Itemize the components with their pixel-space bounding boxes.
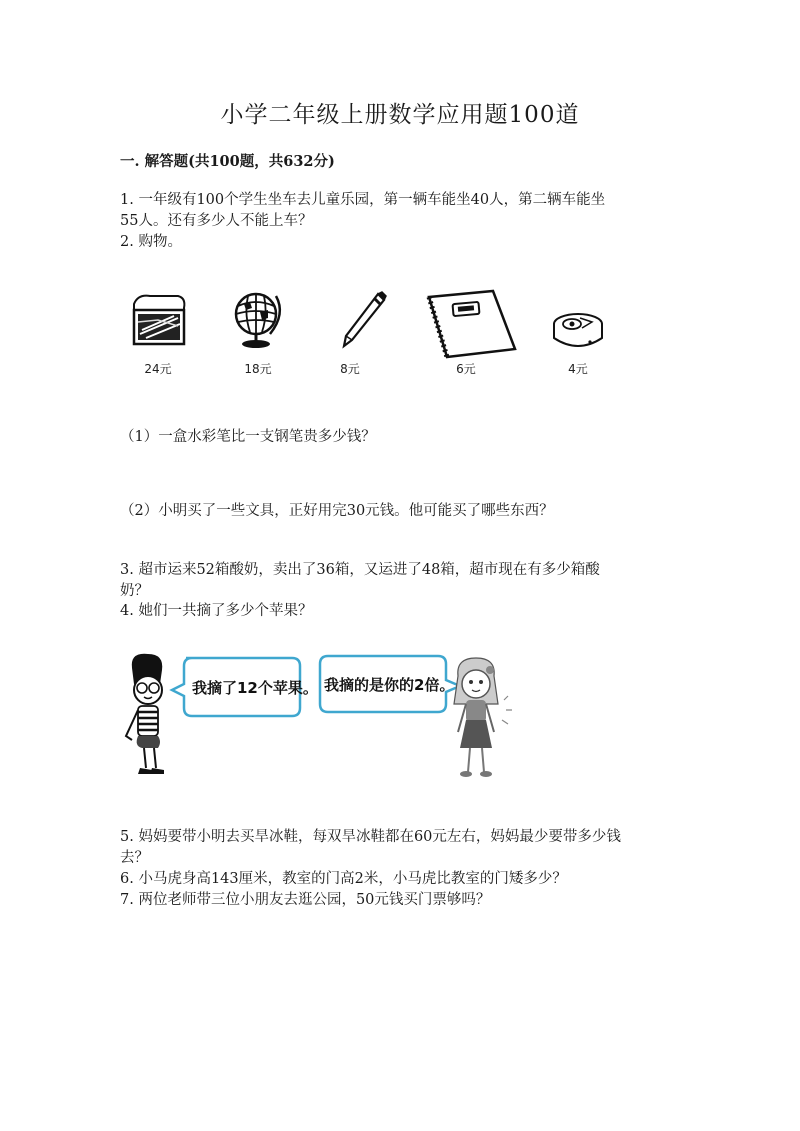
question-7: 7. 两位老师带三位小朋友去逛公园，50元钱买门票够吗？ <box>120 892 491 908</box>
question-1-line-1: 1. 一年级有100个学生坐车去儿童乐园，第一辆车能坐40人，第二辆车能坐 <box>120 192 606 208</box>
speech-bubble-right-text: 我摘的是你的2倍。 <box>324 676 455 694</box>
question-3 <box>120 560 695 602</box>
question-5-line-1: 5. 妈妈要带小明去买旱冰鞋，每双旱冰鞋都在60元左右，妈妈最少要带多少钱 <box>120 829 621 845</box>
question-2-sub-1: （1）一盒水彩笔比一支钢笔贵多少钱？ <box>120 429 376 445</box>
shopping-items-figure <box>120 285 590 380</box>
question-5-line-2: 去？ <box>120 850 149 866</box>
page-title: 小学二年级上册数学应用题100道 <box>220 102 580 128</box>
price-label: 4元 <box>568 362 588 376</box>
question-2-sub-2: （2）小明买了一些文具，正好用完30元钱。他可能买了哪些东西？ <box>120 503 554 519</box>
question-4: 4. 她们一共摘了多少个苹果？ <box>120 603 313 619</box>
watercolor-box-icon <box>128 290 188 348</box>
price-label: 24元 <box>144 362 172 376</box>
section-title: 一. 解答题(共100题，共632分) <box>120 153 335 170</box>
pencil-sharpener-icon <box>550 310 606 354</box>
question-5 <box>120 827 695 869</box>
question-3-line-1: 3. 超市运来52箱酸奶，卖出了36箱，又运进了48箱，超市现在有多少箱酸 <box>120 562 600 578</box>
price-label: 18元 <box>244 362 272 376</box>
question-1 <box>120 190 695 232</box>
price-label: 8元 <box>340 362 360 376</box>
question-2: 2. 购物。 <box>120 234 182 250</box>
globe-icon <box>228 288 288 350</box>
price-label: 6元 <box>456 362 476 376</box>
apple-dialog-figure <box>118 650 518 790</box>
notebook-icon <box>423 287 519 359</box>
question-3-line-2: 奶？ <box>120 583 149 599</box>
girl-left-icon <box>126 654 164 774</box>
speech-bubble-left-text: 我摘了12个苹果。 <box>192 679 318 697</box>
girl-right-icon <box>454 658 512 777</box>
pen-icon <box>338 290 388 350</box>
question-6: 6. 小马虎身高143厘米，教室的门高2米，小马虎比教室的门矮多少？ <box>120 871 567 887</box>
question-1-line-2: 55人。还有多少人不能上车？ <box>120 213 313 229</box>
